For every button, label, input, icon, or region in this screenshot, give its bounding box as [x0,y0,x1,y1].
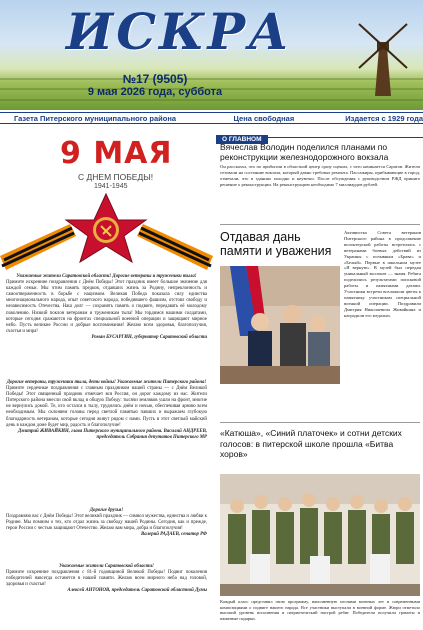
greeting-heading: Дорогие друзья! [89,508,124,513]
greeting-heading: Дорогие ветераны, труженики тыла, дети войны! Уважаемые жители Питерского района! [6,380,207,385]
poster-years: 1941-1945 [94,183,128,190]
greeting-signature: Валерий РАДАЕВ, сенатор РФ [141,532,207,538]
rubric-label: О ГЛАВНОМ [216,135,268,144]
issue-number: №17 (9505) [122,72,188,86]
rubric-bar [216,128,423,143]
greeting-body: Примите искренние поздравления с 81-й годовщиной Великой Победы! Подвиг поколения победителей навсегда останется в нашей памяти. Желаю всем мирного неба над головой, здоровья и счастья! [6,570,207,588]
info-bar [0,112,423,124]
greeting-governor [6,274,207,341]
greeting-senator [6,508,207,538]
greeting-heading: Уважаемые жители Саратовской области! [59,564,154,569]
headline-volodin: Вячеслав Володин поделился планами по реконструкции железнодорожного вокзала [220,142,389,162]
headline-memory: Отдавая дань памяти и уважения [220,230,332,258]
victory-day-poster [0,126,213,271]
masthead [0,0,423,110]
greeting-district-head [6,380,207,441]
greeting-signature: Дмитрий ЖИВАЙКИН, глава Питерского муниципального района. Василий АНДРЕЕВ, председатель Собрания депутатов Питерского МР [18,428,207,440]
left-column [0,126,213,630]
greeting-heading: Уважаемые жители Саратовской области! Дорогие ветераны и труженики тыла! [16,274,197,279]
choir-photo [220,474,420,596]
price-label: Цена свободная [233,113,295,123]
right-column [216,126,423,630]
memory-photo [220,266,340,384]
order-star-icon [0,186,213,271]
since-label: Издается с 1929 года [345,113,423,123]
issue-date: 9 мая 2026 года, суббота [87,86,223,98]
poster-title: 9 МАЯ [60,136,173,171]
headline-choir: «Катюша», «Синий платочек» и сотни детских голосов: в питерской школе прошла «Битва хоров» [220,428,402,459]
publisher-label: Газета Питерского муниципального района [14,113,177,123]
greeting-body: Примите искренние поздравления с Днём Победы! Этот праздник имеет большое значение для каждой семьи. Мы чтим память предков, отдавших жизнь за Родину, непреклонность и самоотверженность в борьбе с нацизмом. Великая Победа показала силу единства многонационального народа, опыт советского народа, победившего фашизм, отстоял свободу и независимость Отечества. Наш долг — сохранять память о подвиге, передавать её молодому поколению. Низкий поклон ветеранам и труженикам тыла! Мы гордимся нашими солдатами, которые сегодня сражаются на фронтах специальной военной операции и защищают мирное небо. Пусть великие России и добрые воспоминания! Желаю всем здоровья, благополучия, счастья и мира! [6,280,207,334]
newspaper-title: ИСКРА [66,2,292,61]
greeting-body: Поздравляю вас с Днём Победы! Этот великий праздник — символ мужества, единства и любви к Родине. Мы помним о тех, кто отдал жизнь за свободу нашей Родины. Сегодня, как и прежде, герои России с честью защищают Отечество. Желаю вам мира, добра и благополучия! [6,514,207,532]
greeting-signature: Роман БУСАРГИН, губернатор Саратовской области [91,334,207,340]
poster-subtitle: С ДНЕМ ПОБЕДЫ! [78,172,154,182]
divider [220,422,420,423]
greeting-signature: Алексей АНТОНОВ, председатель Саратовской областной Думы [67,588,207,594]
greeting-body: Примите сердечные поздравления с главным праздником нашей страны — с Днём Великой Победы! Этот священный праздник отмечает вся Россия, он дорог каждому из нас. Жители Питерского района внесли свой вклад в общую Победу: тысячи земляков ушли на фронт, многие не вернулись домой. Те, кто остался в тылу, трудились днём и ночью, обеспечивая армию всем необходимым. Мы склоняем головы перед светлой памятью павших и выражаем глубокую благодарность ветеранам, которые сегодня живут рядом с нами. Пусть в этот светлый майский день в каждом доме будет мир, радость и благополучие! [6,386,207,428]
divider [220,224,420,225]
article-volodin-body: Он рассказал, что по прибытии в областной центр сразу оценил, с чего начинается Саратов. Жители сетовали на состояние вокзала, который давно требовал ремонта. Пассажиры, прибывающие в город, отмечали, что в зданиях холодно и неуютно. После обсуждения с руководством РЖД принято решение о реконструкции. На реконструкцию необходимо 7 миллиардов рублей. [220,164,420,187]
windmill-icon [353,18,413,98]
field-line [0,99,423,101]
greeting-duma [6,564,207,594]
choir-article-body: Каждый класс представил свою программу, наполненную песнями военных лет и современными композициями о подвиге нашего народа. Все участники выступали в военной форме. Жюри отметило высокий уровень исполнения и патриотический настрой ребят. Победители получили грамоты и памятные подарки. [220,599,420,621]
memory-article-body: Активистка Совета ветеранов Питерского района в продолжение волонтерской работы встретилась с ветеранами боевых действий из Украины с позывным «Брава» и «Белый». Первые в школьном музее «Я верную». В музей был передан уникальный экспонат — знамя. Ребята поделились результатами поисковой работы и памятными датами. Участники встречи возложили цветы к памятнику участникам специальной военной операции. Поздравили Дмитрия Николаевича Живайкина и наградили его медалью. [344,230,421,318]
